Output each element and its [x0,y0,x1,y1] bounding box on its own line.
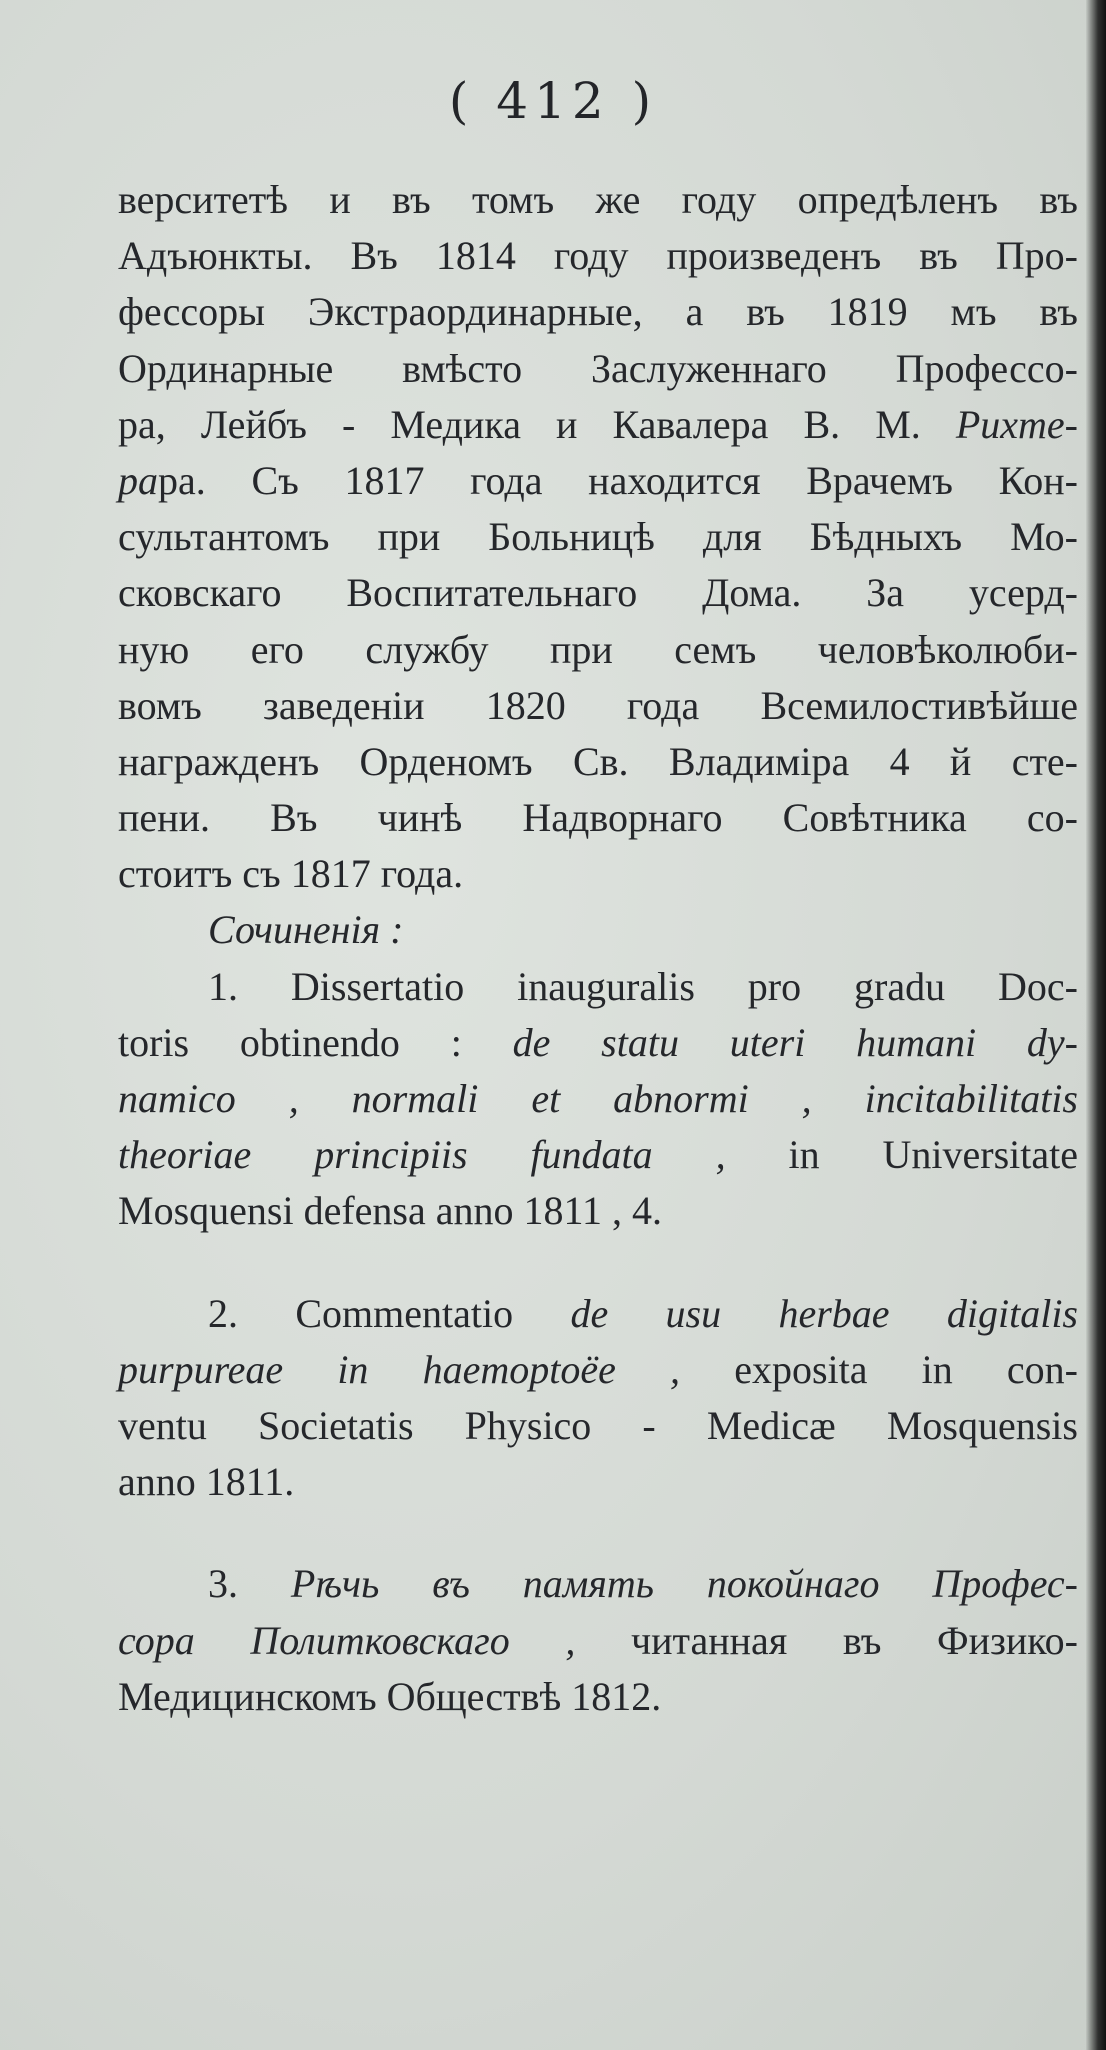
paragraph-gap [118,1510,1078,1556]
italic-title: de statu uteri humani dy- [512,1019,1078,1065]
text-segment: ра, Лейбъ - Медика и Кавалера В. М. [118,401,921,447]
work-1-line [118,1015,1078,1071]
italic-title: theoriae principiis fundata , [118,1132,726,1178]
text-segment: in Universitate [788,1132,1078,1178]
work-2-line: anno 1811. [118,1459,295,1505]
text-segment: exposita in con- [734,1346,1078,1392]
work-2-line: ventu Societatis Physico - Medicæ Mosquensis [118,1402,1078,1448]
text-line: награжденъ Орденомъ Св. Владиміра 4 й сте- [118,738,1078,784]
text-line: ную его службу при семъ человѣколюби- [118,626,1078,672]
page-number: ( 412 ) [448,72,658,130]
text-line: фессоры Экстраординарные, а въ 1819 мъ въ [118,289,1078,335]
work-3-line [118,1613,1078,1669]
text-line: вомъ заведеніи 1820 года Всемилостивѣйше [118,682,1078,728]
italic-title: Рѣчь въ память покойнаго Профес- [290,1561,1079,1607]
text-segment: toris obtinendo : [118,1019,462,1065]
text-line: сультантомъ при Больницѣ для Бѣдныхъ Мо- [118,514,1078,560]
text-line: верситетѣ и въ томъ же году опредѣленъ въ [118,177,1078,222]
italic-title: de usu herbae digitalis [570,1290,1079,1336]
work-2-line [118,1286,1078,1342]
italic-title: сора Политковскаго , [118,1617,576,1663]
book-spine-shadow [1086,0,1106,2050]
work-2-line [118,1342,1078,1398]
italic-name: ра [118,457,158,503]
italic-title: purpureae in haemoptoëe , [118,1346,681,1392]
work-3-line [118,1556,1078,1612]
italic-name: Рихте- [955,401,1078,447]
work-1-line: namico , normali et abnormi , incitabilitatis [118,1076,1078,1121]
text-segment: ра. [158,457,206,503]
text-line: Адъюнкты. Въ 1814 году произведенъ въ Про- [118,233,1078,279]
work-1-line: Mosquensi defensa anno 1811 , 4. [118,1188,662,1234]
text-line [118,397,1078,453]
text-segment: 2. Commentatio [208,1290,514,1336]
text-segment: 3. [208,1561,238,1607]
text-segment: читанная въ Физико- [631,1617,1078,1663]
work-1-line: 1. Dissertatio inauguralis pro gradu Doc- [208,963,1078,1009]
text-line: стоитъ съ 1817 года. [118,851,464,897]
text-segment: Съ 1817 года находится Врачемъ Кон- [251,457,1078,503]
work-3-line: Медицинскомъ Обществѣ 1812. [118,1673,662,1719]
works-heading: Сочиненія : [208,907,404,953]
paragraph-gap [118,1240,1078,1286]
work-1-line [118,1127,1078,1183]
text-line [118,453,1078,509]
page-text [118,172,1078,1725]
text-line: сковскаго Воспитательнаго Дома. За усерд- [118,570,1078,616]
text-line: Ординарные вмѣсто Заслуженнаго Профессо- [118,345,1078,391]
text-line: пени. Въ чинѣ Надворнаго Совѣтника со- [118,795,1078,841]
